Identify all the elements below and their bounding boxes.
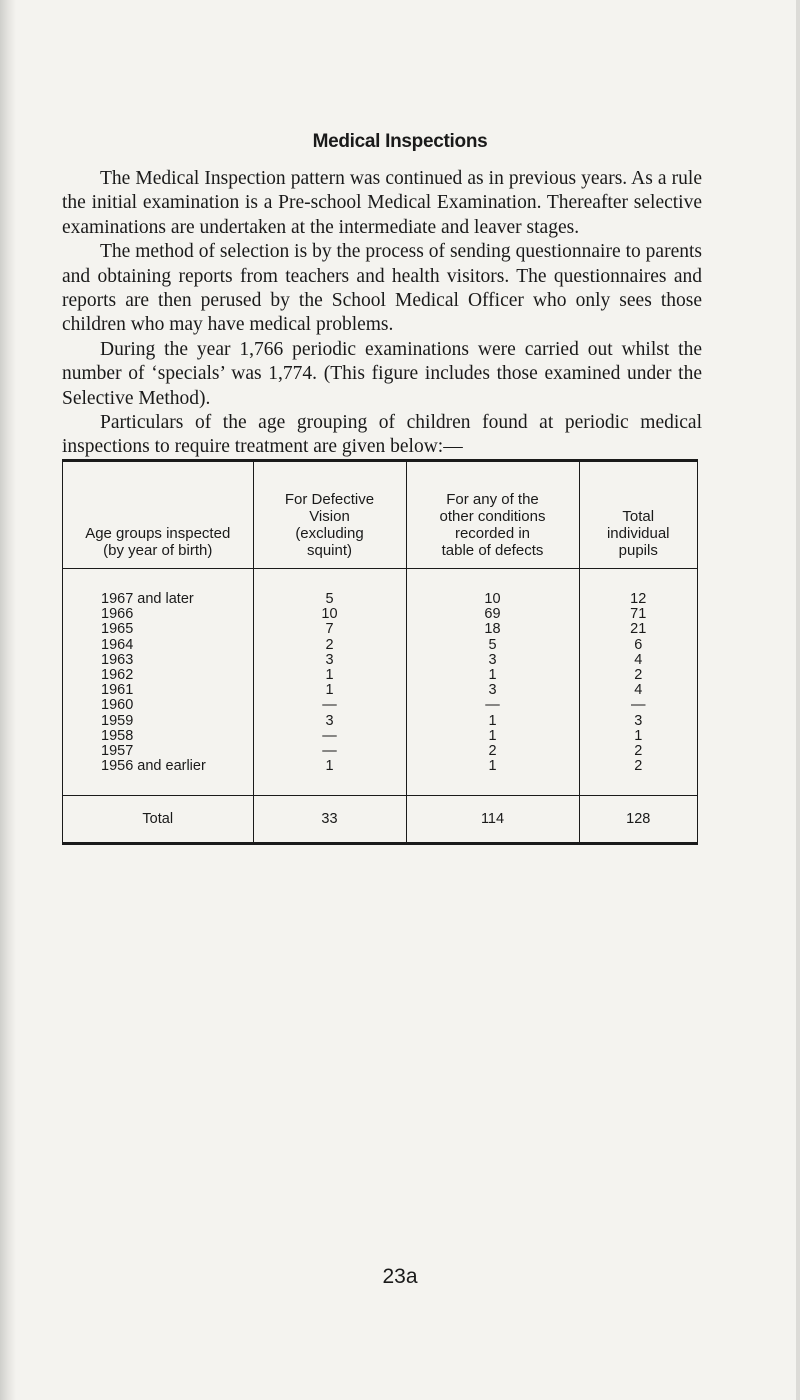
age-group-cell: 1965 — [101, 621, 134, 638]
age-group-cell: 1959 — [101, 712, 134, 729]
age-group-cell: 1960 — [101, 697, 134, 714]
scan-right-edge — [796, 0, 800, 1400]
defective-vision-cell: 2 — [325, 636, 334, 653]
total-pupils-cell: 6 — [634, 636, 643, 653]
table-body-row — [63, 569, 697, 796]
other-conditions-cell: 1 — [488, 712, 497, 729]
total-pupils-column — [579, 569, 697, 796]
age-group-cell: 1964 — [101, 636, 134, 653]
total-pupils-cell: 2 — [634, 666, 643, 683]
other-conditions-cell: 1 — [488, 666, 497, 683]
other-conditions-cell: — — [485, 697, 500, 714]
other-conditions-cell: 18 — [484, 621, 501, 638]
total-pupils-cell: 4 — [634, 682, 643, 699]
defective-vision-cell: 10 — [321, 606, 338, 623]
defective-vision-column — [253, 569, 406, 796]
defective-vision-cell: 1 — [325, 758, 334, 775]
defective-vision-cell: 3 — [325, 712, 334, 729]
defective-vision-cell: 1 — [325, 666, 334, 683]
age-group-column — [63, 569, 253, 796]
age-group-cell: 1963 — [101, 651, 134, 668]
page-title: Medical Inspections — [312, 131, 488, 152]
other-conditions-cell: 1 — [488, 727, 497, 744]
defective-vision-cell: — — [322, 742, 337, 759]
age-group-cell: 1961 — [101, 682, 134, 699]
age-group-cell: 1957 — [101, 742, 134, 759]
defective-vision-cell: 5 — [325, 591, 334, 607]
age-group-cell: 1967 and later — [101, 591, 194, 607]
total-pupils-cell: 71 — [630, 606, 647, 623]
other-conditions-column — [406, 569, 579, 796]
paragraph: During the year 1,766 periodic examinations were carried out whilst the number of ‘specials’ was 1,774. (This figure includes those examined under the Selective Method). — [62, 338, 702, 409]
header-other-conditions: For any of the other conditions recorded in table of defects — [406, 462, 579, 569]
total-pupils-cell: 1 — [634, 727, 643, 744]
total-pupils-cell: 2 — [634, 758, 643, 775]
total-defective-vision: 33 — [253, 796, 406, 843]
defective-vision-cell: 3 — [325, 651, 334, 668]
paragraph: The Medical Inspection pattern was continued as in previous years. As a rule the initial examination is a Pre-school Medical Examination. Thereafter selective examinations are undertaken at the intermediate and leaver stages. — [62, 168, 702, 238]
body-text — [62, 167, 702, 460]
other-conditions-cell: 3 — [488, 682, 497, 699]
header-total-pupils: Total individual pupils — [579, 462, 697, 569]
total-pupils-cell: 3 — [634, 712, 643, 729]
age-group-cell: 1962 — [101, 666, 134, 683]
total-pupils-cell: 21 — [630, 621, 647, 638]
age-group-cell: 1956 and earlier — [101, 758, 206, 775]
other-conditions-cell: 5 — [488, 636, 497, 653]
defective-vision-cell: 7 — [325, 621, 334, 638]
other-conditions-cell: 10 — [484, 591, 501, 607]
scan-left-edge — [0, 0, 16, 1400]
age-group-cell: 1966 — [101, 606, 134, 623]
table-total-row — [63, 796, 697, 843]
defective-vision-cell: 1 — [325, 682, 334, 699]
other-conditions-cell: 1 — [488, 758, 497, 775]
total-other-conditions: 114 — [406, 796, 579, 843]
paragraph: Particulars of the age grouping of children found at periodic medical inspections to require treatment are given below:— — [62, 412, 702, 458]
total-pupils-cell: 2 — [634, 742, 643, 759]
other-conditions-cell: 3 — [488, 651, 497, 668]
total-pupils-cell: 12 — [630, 591, 647, 607]
total-pupils-cell: — — [631, 697, 646, 714]
other-conditions-cell: 69 — [484, 606, 501, 623]
total-pupils: 128 — [579, 796, 697, 843]
total-label: Total — [63, 796, 253, 843]
page-number: 23a — [382, 1265, 418, 1288]
header-defective-vision: For Defective Vision (excluding squint) — [253, 462, 406, 569]
age-group-table — [62, 459, 698, 845]
data-table — [63, 462, 697, 842]
paragraph: The method of selection is by the process of sending questionnaire to parents and obtaining reports from teachers and health visitors. The questionnaires and reports are then perused by the School Medical Officer who only sees those children who may have medical problems. — [62, 241, 702, 336]
table-header-row — [63, 462, 697, 569]
defective-vision-cell: — — [322, 727, 337, 744]
defective-vision-cell: — — [322, 697, 337, 714]
total-pupils-cell: 4 — [634, 651, 643, 668]
age-group-cell: 1958 — [101, 727, 134, 744]
other-conditions-cell: 2 — [488, 742, 497, 759]
header-age-groups: Age groups inspected (by year of birth) — [63, 462, 253, 569]
